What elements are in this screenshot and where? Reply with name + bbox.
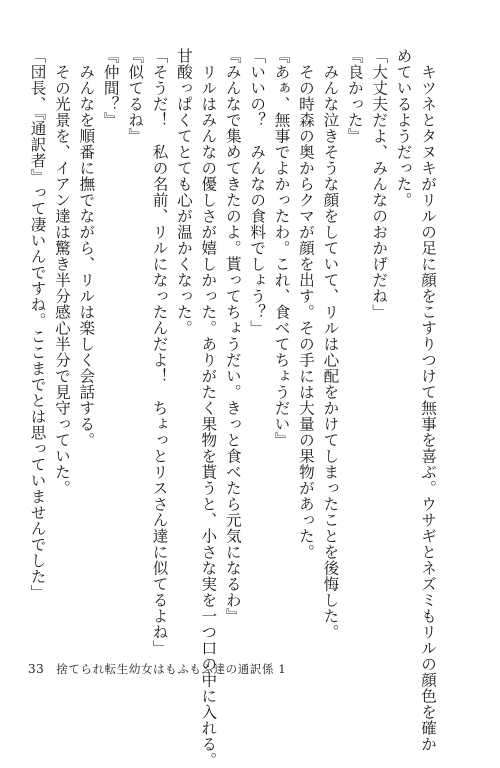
text-line: 『仲間？』 — [101, 48, 120, 128]
text-line: 『似てるね』 — [126, 48, 145, 144]
page-number: 33 — [28, 662, 45, 676]
text-line: キツネとタヌキがリルの足に顔をこすりつけて無事を喜ぶ。ウサギとネズミもリルの顔色を確か — [419, 63, 437, 752]
text-line: めているようだった。 — [394, 48, 413, 208]
text-line: みんなを順番に撫でながら、リルは楽しく会話する。 — [77, 63, 96, 448]
page-footer — [28, 661, 286, 677]
text-line: 『あぁ、無事でよかったわ。これ、食べてちょうだい』 — [272, 48, 291, 448]
text-line: その時森の奥からクマが顔を出す。その手には大量の果物があった。 — [296, 63, 315, 560]
text-line: リルはみんなの優しさが嬉しかった。ありがたく果物を貰うと、小さな実を一つ口の中に入れる。 — [199, 63, 218, 768]
book-title: 捨てられ転生幼女はもふもふ達の通訳係 1 — [56, 662, 287, 676]
text-line: みんな泣きそうな顔をしていて、リルは心配をかけてしまったことを後悔した。 — [321, 63, 340, 640]
text-line: その光景を、イアン達は驚き半分感心半分で見守っていた。 — [52, 63, 71, 496]
text-line: 「いいの？ みんなの食料でしょう？」 — [248, 48, 267, 336]
text-line: 「大丈夫だよ、みんなのおかげだね」 — [370, 48, 389, 320]
text-line: 『みんなで集めてきたのよ。貰ってちょうだい。きっと食べたら元気になるわ』 — [223, 48, 242, 624]
text-line: 「団長、『通訳者』って凄いんですね。ここまでとは思っていませんでした」 — [28, 48, 47, 601]
text-line: 『良かった』 — [345, 48, 364, 144]
text-line: 「そうだ！ 私の名前、リルになったんだよ！ ちょっとリスさん達に似てるよね」 — [150, 48, 169, 656]
text-line: 甘酸っぱくてとても心が温かくなった。 — [174, 48, 193, 336]
